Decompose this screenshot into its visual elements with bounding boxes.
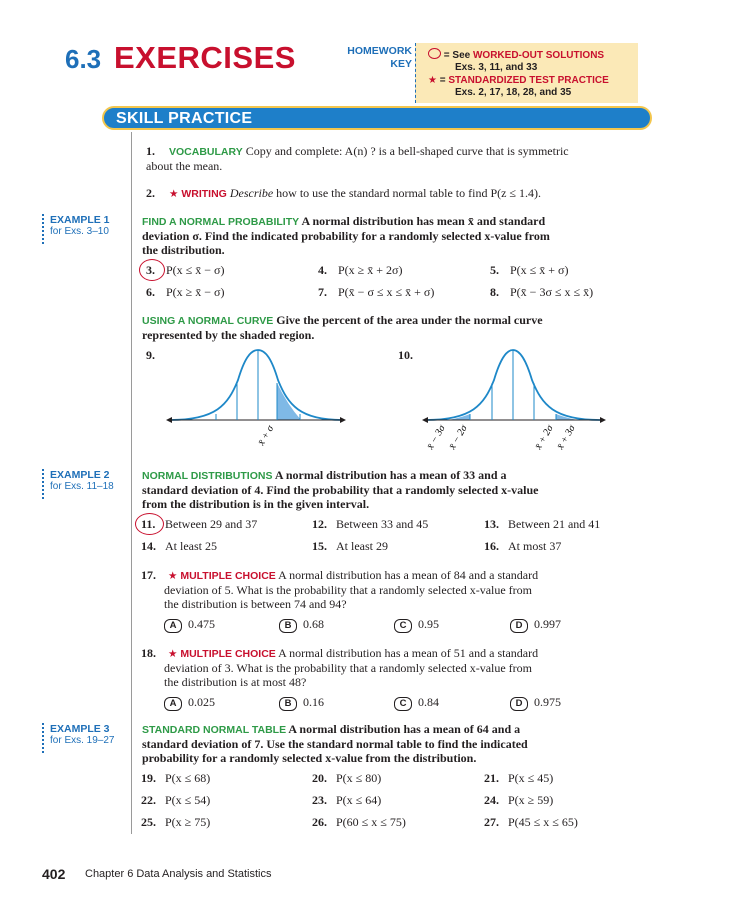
item-text: At most 37 bbox=[508, 539, 562, 553]
choice-letter: B bbox=[279, 619, 297, 633]
figure-9-number: 9. bbox=[146, 348, 155, 362]
ex2-number: 2. bbox=[146, 186, 155, 200]
curve-line2: represented by the shaded region. bbox=[142, 328, 315, 342]
key1-pre: = See bbox=[443, 50, 473, 61]
choice-value: 0.475 bbox=[188, 617, 215, 631]
ex17-line1: A normal distribution has a mean of 84 and a standard bbox=[278, 568, 539, 582]
item-num: 3. bbox=[146, 263, 155, 277]
choice-letter: D bbox=[510, 697, 528, 711]
choice-letter: A bbox=[164, 697, 182, 711]
choice-value: 0.95 bbox=[418, 617, 439, 631]
example-2-ref bbox=[50, 469, 114, 492]
fig9-tick-label: x̄ + σ bbox=[256, 423, 277, 448]
ex2-italic: Describe bbox=[229, 186, 274, 200]
item-num: 8. bbox=[490, 285, 499, 299]
worked-solution-circle bbox=[135, 513, 164, 535]
item-num: 27. bbox=[484, 815, 499, 829]
choice-letter: C bbox=[394, 619, 412, 633]
margin-rule bbox=[131, 132, 132, 834]
choice-letter: C bbox=[394, 697, 412, 711]
find-line2: deviation σ. Find the indicated probability for a randomly selected x-value from bbox=[142, 229, 550, 243]
item-text: Between 29 and 37 bbox=[165, 517, 258, 531]
exercise-18 bbox=[141, 646, 591, 689]
item-num: 15. bbox=[312, 539, 327, 553]
ex2-label: ★ WRITING bbox=[169, 188, 227, 200]
figure-10-number: 10. bbox=[398, 348, 413, 362]
item-expr: P(x ≥ x̄ − σ) bbox=[166, 285, 225, 299]
choice-value: 0.997 bbox=[534, 617, 561, 631]
example-2-sub: for Exs. 11–18 bbox=[50, 481, 114, 492]
item-num: 23. bbox=[312, 793, 327, 807]
dotted-marker bbox=[42, 469, 44, 499]
item-expr: P(x ≤ x̄ + σ) bbox=[510, 263, 569, 277]
item-num: 26. bbox=[312, 815, 327, 829]
example-2-title: EXAMPLE 2 bbox=[50, 469, 110, 481]
item-13 bbox=[484, 517, 600, 531]
ex18-choice-b[interactable] bbox=[279, 695, 324, 711]
curve-line1: Give the percent of the area under the normal curve bbox=[276, 313, 543, 327]
fig10-tick-label: x̄ + 3σ bbox=[555, 423, 578, 452]
ex1-text: Copy and complete: A(n) ? is a bell-shaped curve that is symmetric about the mean. bbox=[146, 144, 569, 173]
curve-label: USING A NORMAL CURVE bbox=[142, 315, 274, 327]
chapter-footer: Chapter 6 Data Analysis and Statistics bbox=[85, 868, 272, 880]
item-16 bbox=[484, 539, 561, 553]
standard-normal-table bbox=[142, 722, 592, 765]
item-text: At least 25 bbox=[165, 539, 217, 553]
ex18-choice-c[interactable] bbox=[394, 695, 439, 711]
table-line1: A normal distribution has a mean of 64 and a bbox=[288, 722, 521, 736]
item-7 bbox=[318, 285, 434, 299]
item-num: 7. bbox=[318, 285, 327, 299]
item-26 bbox=[312, 815, 406, 829]
table-line2: standard deviation of 7. Use the standard normal table to find the indicated bbox=[142, 737, 528, 751]
key2-exercises: Exs. 2, 17, 18, 28, and 35 bbox=[455, 86, 572, 98]
choice-value: 0.025 bbox=[188, 695, 215, 709]
ex17-label: ★ MULTIPLE CHOICE bbox=[168, 570, 276, 582]
item-6 bbox=[146, 285, 225, 299]
item-20 bbox=[312, 771, 381, 785]
item-expr: P(x ≤ 54) bbox=[165, 793, 211, 807]
find-normal-probability bbox=[142, 214, 592, 257]
ex1-label: VOCABULARY bbox=[169, 146, 243, 158]
fig10-tick-label: x̄ − 3σ bbox=[425, 423, 448, 452]
item-22 bbox=[141, 793, 210, 807]
dotted-marker bbox=[42, 214, 44, 244]
item-27 bbox=[484, 815, 578, 829]
section-number: 6.3 bbox=[65, 44, 102, 74]
choice-value: 0.84 bbox=[418, 695, 439, 709]
fig9-curve bbox=[170, 350, 342, 420]
item-19 bbox=[141, 771, 210, 785]
normal-line3: from the distribution is in the given interval. bbox=[142, 497, 370, 511]
ex17-line3: the distribution is between 74 and 94? bbox=[164, 597, 347, 611]
item-expr: P(x ≤ 64) bbox=[336, 793, 382, 807]
item-expr: P(x ≤ 68) bbox=[165, 771, 211, 785]
item-23 bbox=[312, 793, 381, 807]
hw-label-line1: HOMEWORK bbox=[347, 45, 412, 57]
figure-10-normal-curve bbox=[422, 340, 606, 458]
item-expr: P(x ≤ 80) bbox=[336, 771, 382, 785]
key1-exercises: Exs. 3, 11, and 33 bbox=[455, 61, 538, 73]
ex17-choice-a[interactable] bbox=[164, 617, 215, 633]
hw-label-line2: KEY bbox=[390, 58, 412, 70]
ex18-label: ★ MULTIPLE CHOICE bbox=[168, 648, 276, 660]
item-num: 24. bbox=[484, 793, 499, 807]
key2-pre: = bbox=[439, 75, 449, 86]
ex18-choice-d[interactable] bbox=[510, 695, 561, 711]
item-num: 14. bbox=[141, 539, 156, 553]
item-expr: P(x ≥ x̄ + 2σ) bbox=[338, 263, 403, 277]
normal-distributions bbox=[142, 468, 592, 511]
normal-line1: A normal distribution has a mean of 33 and a bbox=[274, 468, 507, 482]
ex18-choice-a[interactable] bbox=[164, 695, 215, 711]
item-expr: P(x̄ − 3σ ≤ x ≤ x̄) bbox=[510, 285, 594, 299]
item-expr: P(x ≤ x̄ − σ) bbox=[166, 263, 225, 277]
example-1-sub: for Exs. 3–10 bbox=[50, 226, 109, 237]
item-24 bbox=[484, 793, 553, 807]
choice-value: 0.975 bbox=[534, 695, 561, 709]
ex17-line2: deviation of 5. What is the probability that a randomly selected x-value from bbox=[164, 583, 533, 597]
using-normal-curve bbox=[142, 313, 592, 342]
key-row-solutions bbox=[428, 48, 604, 73]
page-title: EXERCISES bbox=[114, 40, 296, 75]
item-num: 20. bbox=[312, 771, 327, 785]
ex17-choice-b[interactable] bbox=[279, 617, 324, 633]
normal-label: NORMAL DISTRIBUTIONS bbox=[142, 470, 273, 482]
choice-letter: A bbox=[164, 619, 182, 633]
example-1-ref bbox=[50, 214, 110, 237]
item-num: 12. bbox=[312, 517, 327, 531]
table-label: STANDARD NORMAL TABLE bbox=[142, 724, 287, 736]
item-num: 19. bbox=[141, 771, 156, 785]
item-text: Between 33 and 45 bbox=[336, 517, 429, 531]
fig10-tick-label: x̄ + 2σ bbox=[533, 423, 556, 452]
item-num: 11. bbox=[141, 517, 156, 531]
example-3-title: EXAMPLE 3 bbox=[50, 723, 110, 735]
item-num: 6. bbox=[146, 285, 155, 299]
item-num: 21. bbox=[484, 771, 499, 785]
find-line1: A normal distribution has mean x̄ and standard bbox=[301, 214, 546, 228]
item-num: 25. bbox=[141, 815, 156, 829]
figure-9-normal-curve bbox=[166, 340, 346, 458]
normal-line2: standard deviation of 4. Find the probability that a randomly selected x-value bbox=[142, 483, 539, 497]
homework-key-box bbox=[415, 43, 638, 103]
choice-letter: B bbox=[279, 697, 297, 711]
star-icon: ★ bbox=[428, 75, 437, 86]
ex18-line2: deviation of 3. What is the probability that a randomly selected x-value from bbox=[164, 661, 533, 675]
ex17-number: 17. bbox=[141, 568, 156, 582]
key1-red: WORKED-OUT SOLUTIONS bbox=[472, 50, 605, 61]
worked-solution-circle bbox=[139, 259, 165, 281]
key-row-standardized bbox=[428, 75, 609, 98]
item-8 bbox=[490, 285, 593, 299]
ex2-text: how to use the standard normal table to find P(z ≤ 1.4). bbox=[276, 186, 542, 200]
example-3-ref bbox=[50, 723, 114, 746]
banner-title: SKILL PRACTICE bbox=[116, 110, 253, 127]
key2-red: STANDARDIZED TEST PRACTICE bbox=[448, 75, 609, 86]
item-15 bbox=[312, 539, 388, 553]
fig10-tick-label: x̄ − 2σ bbox=[447, 423, 470, 452]
item-num: 13. bbox=[484, 517, 499, 531]
item-num: 22. bbox=[141, 793, 156, 807]
item-5 bbox=[490, 263, 569, 277]
choice-value: 0.68 bbox=[303, 617, 324, 631]
circle-icon bbox=[428, 48, 441, 59]
choice-letter: D bbox=[510, 619, 528, 633]
find-line3: the distribution. bbox=[142, 243, 225, 257]
find-label: FIND A NORMAL PROBABILITY bbox=[142, 216, 300, 228]
ex18-line3: the distribution is at most 48? bbox=[164, 675, 307, 689]
item-expr: P(x̄ − σ ≤ x ≤ x̄ + σ) bbox=[338, 285, 435, 299]
exercise-2 bbox=[146, 186, 616, 201]
exercise-1 bbox=[146, 144, 586, 173]
ex18-number: 18. bbox=[141, 646, 156, 660]
exercise-17 bbox=[141, 568, 591, 611]
item-14 bbox=[141, 539, 217, 553]
example-1-title: EXAMPLE 1 bbox=[50, 214, 110, 226]
ex17-choice-c[interactable] bbox=[394, 617, 439, 633]
page-number: 402 bbox=[42, 866, 66, 882]
item-expr: P(60 ≤ x ≤ 75) bbox=[336, 815, 406, 829]
item-21 bbox=[484, 771, 553, 785]
item-25 bbox=[141, 815, 210, 829]
item-expr: P(45 ≤ x ≤ 65) bbox=[508, 815, 578, 829]
ex17-choice-d[interactable] bbox=[510, 617, 561, 633]
item-expr: P(x ≥ 75) bbox=[165, 815, 211, 829]
item-text: Between 21 and 41 bbox=[508, 517, 601, 531]
example-3-sub: for Exs. 19–27 bbox=[50, 735, 115, 746]
item-4 bbox=[318, 263, 403, 277]
dotted-marker bbox=[42, 723, 44, 753]
homework-key-label bbox=[338, 45, 412, 71]
ex18-line1: A normal distribution has a mean of 51 and a standard bbox=[278, 646, 539, 660]
item-num: 4. bbox=[318, 263, 327, 277]
ex1-number: 1. bbox=[146, 144, 155, 158]
table-line3: probability for a randomly selected x-value from the distribution. bbox=[142, 751, 477, 765]
item-num: 16. bbox=[484, 539, 499, 553]
item-text: At least 29 bbox=[336, 539, 388, 553]
choice-value: 0.16 bbox=[303, 695, 324, 709]
item-num: 5. bbox=[490, 263, 499, 277]
item-expr: P(x ≥ 59) bbox=[508, 793, 554, 807]
item-12 bbox=[312, 517, 428, 531]
item-expr: P(x ≤ 45) bbox=[508, 771, 554, 785]
